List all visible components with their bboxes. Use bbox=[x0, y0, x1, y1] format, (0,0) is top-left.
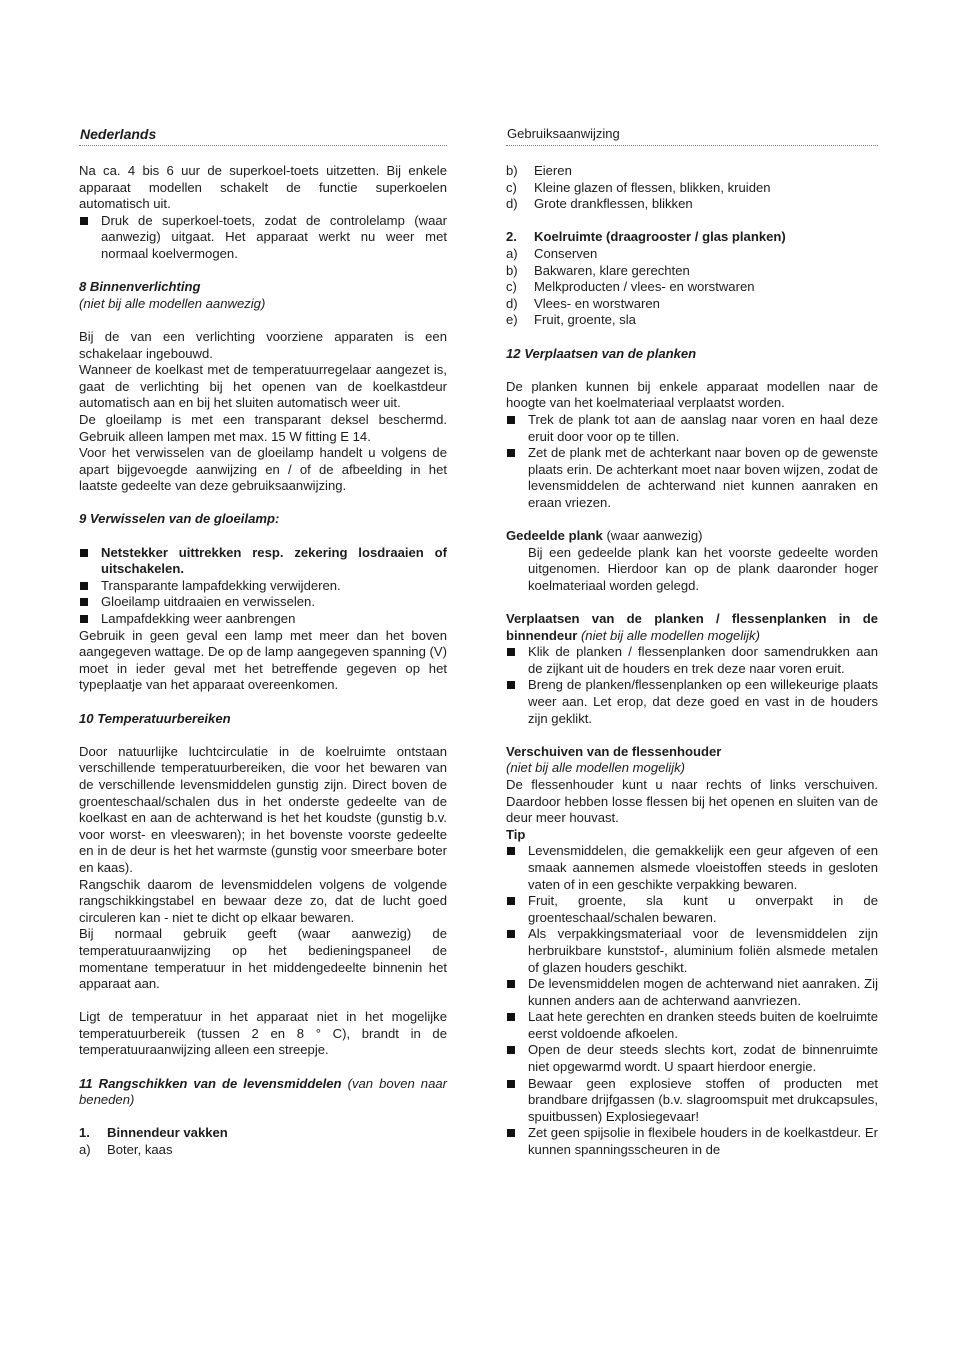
paragraph: Gebruik in geen geval een lamp met meer dan het boven aangegeven wattage. De op de lamp aangegeven spanning (V) moet in ieder geval met het betreffende gegeven op het typeplaatje van het apparaat overeenkomen. bbox=[79, 627, 447, 693]
bullet-text: Netstekker uittrekken resp. zekering losdraaien of uitschakelen. bbox=[101, 544, 447, 577]
bullet-item bbox=[506, 893, 878, 926]
list-item bbox=[506, 180, 878, 197]
list-item bbox=[506, 196, 878, 213]
list-item-text: Kleine glazen of flessen, blikken, kruiden bbox=[534, 179, 771, 195]
bullet-text: Zet geen spijsolie in flexibele houders in de koelkastdeur. Er kunnen spanningsscheuren in de bbox=[528, 1125, 878, 1158]
list-item-text: Conserven bbox=[534, 245, 598, 261]
bold-heading-text: Gedeelde plank bbox=[506, 528, 603, 544]
availability-note: (niet bij alle modellen aanwezig) bbox=[79, 295, 266, 311]
square-bullet-icon bbox=[507, 681, 515, 689]
paragraph: Bij normaal gebruik geeft (waar aanwezig) de temperatuuraanwijzing op het bedieningspaneel de momentane temperatuur in het middengedeelte binnenin het apparaat aan. bbox=[79, 926, 447, 992]
list-item-text: Melkproducten / vlees- en worstwaren bbox=[534, 279, 755, 295]
section-heading-text: 8 Binnenverlichting bbox=[79, 279, 201, 295]
list-item-label: 2. bbox=[506, 229, 517, 245]
spacer bbox=[506, 362, 878, 379]
list-item bbox=[506, 163, 878, 180]
bullet-text: Breng de planken/flessenplanken op een willekeurige plaats weer aan. Let erop, dat deze goed en vast in de houders zijn geklikt. bbox=[528, 677, 878, 726]
spacer bbox=[506, 727, 878, 744]
spacer bbox=[79, 993, 447, 1010]
right-column-content bbox=[506, 163, 878, 1159]
square-bullet-icon bbox=[507, 648, 515, 656]
square-bullet-icon bbox=[507, 416, 515, 424]
left-column bbox=[79, 124, 447, 1159]
paragraph: Door natuurlijke luchtcirculatie in de koelruimte ontstaan verschillende temperatuurbereiken, die voor het bewaren van de verschillende levensmiddelen gunstig zijn. Direct boven de groenteschaal/schalen dus in het onderste gedeelte van de koelkast en aan de achterwand is het het koudste (gunstig b.v. voor worst- en vleeswaren); in het bovenste voorste gedeelte en in de deur is het het warmste (gunstig voor smeerbare boter en kaas). bbox=[79, 743, 447, 875]
square-bullet-icon bbox=[507, 1013, 515, 1021]
right-column bbox=[506, 124, 878, 1159]
language-label: Nederlands bbox=[80, 126, 157, 143]
square-bullet-icon bbox=[507, 1080, 515, 1088]
bullet-text: Gloeilamp uitdraaien en verwisselen. bbox=[101, 594, 315, 610]
bullet-text: De levensmiddelen mogen de achterwand niet aanraken. Zij kunnen anders aan de achterwand aanvriezen. bbox=[528, 976, 878, 1008]
document-title: Gebruiksaanwijzing bbox=[507, 126, 620, 142]
square-bullet-icon bbox=[507, 1129, 515, 1137]
bold-heading bbox=[506, 744, 878, 761]
bold-heading-text: Verschuiven van de flessenhouder bbox=[506, 743, 722, 759]
square-bullet-icon bbox=[507, 1046, 515, 1054]
bullet-item bbox=[79, 545, 447, 578]
list-item bbox=[506, 279, 878, 296]
section-heading bbox=[79, 511, 447, 528]
spacer bbox=[79, 727, 447, 744]
list-item-text: Eieren bbox=[534, 163, 572, 178]
list-item-text: Koelruimte (draagrooster / glas planken) bbox=[534, 229, 786, 245]
list-item-label: d) bbox=[506, 196, 518, 212]
paragraph: De planken kunnen bij enkele apparaat modellen naar de hoogte van het koelmateriaal verplaatst worden. bbox=[506, 378, 878, 411]
spacer bbox=[79, 528, 447, 545]
square-bullet-icon bbox=[80, 598, 88, 606]
bold-heading bbox=[506, 827, 878, 844]
bullet-item bbox=[79, 578, 447, 595]
paragraph: Ligt de temperatuur in het apparaat niet in het mogelijke temperatuurbereik (tussen 2 en 8 ° C), brandt in de temperatuuraanwijzing alleen een streepje. bbox=[79, 1009, 447, 1058]
bullet-text: Laat hete gerechten en dranken steeds buiten de koelruimte eerst voldoende afkoelen. bbox=[528, 1009, 878, 1041]
bold-heading bbox=[506, 611, 878, 644]
bullet-item bbox=[506, 1009, 878, 1042]
bullet-item bbox=[79, 213, 447, 263]
list-item-text: Boter, kaas bbox=[107, 1142, 173, 1158]
list-item-label: c) bbox=[506, 279, 517, 295]
square-bullet-icon bbox=[80, 549, 88, 557]
list-item-text: Binnendeur vakken bbox=[107, 1125, 228, 1141]
bullet-text: Druk de superkoel-toets, zodat de controlelamp (waar aanwezig) uitgaat. Het apparaat werkt nu weer met normaal koelvermogen. bbox=[101, 212, 447, 261]
bold-heading-note: (niet bij alle modellen mogelijk) bbox=[580, 627, 760, 643]
square-bullet-icon bbox=[80, 217, 88, 225]
bullet-text: Bewaar geen explosieve stoffen of producten met brandbare drijfgassen (b.v. slagroomspuit met drukcapsules, spuitbussen) Explosiegevaar! bbox=[528, 1075, 878, 1124]
bullet-text: Levensmiddelen, die gemakkelijk een geur afgeven of een smaak aannemen alsmede vloeistoffen steeds in gesloten vaten of in een geschikte verpakking bewaren. bbox=[528, 843, 878, 892]
bullet-item bbox=[506, 976, 878, 1009]
list-item-label: b) bbox=[506, 163, 518, 178]
right-header bbox=[506, 124, 878, 146]
indented-paragraph: Bij een gedeelde plank kan het voorste gedeelte worden uitgenomen. Hierdoor kan op de plank daaronder hoger koelmateriaal worden gelegd. bbox=[528, 544, 878, 593]
list-item bbox=[506, 229, 878, 246]
square-bullet-icon bbox=[80, 582, 88, 590]
section-heading-note: (van boven naar beneden) bbox=[79, 1075, 447, 1108]
paragraph: Na ca. 4 bis 6 uur de superkoel-toets uitzetten. Bij enkele apparaat modellen schakelt de functie superkoelen automatisch uit. bbox=[79, 163, 447, 212]
bold-heading-text: Verplaatsen van de planken / flessenplanken in de binnendeur bbox=[506, 611, 878, 643]
section-heading bbox=[506, 346, 878, 363]
bullet-text: Lampafdekking weer aanbrengen bbox=[101, 611, 296, 627]
square-bullet-icon bbox=[507, 980, 515, 988]
bullet-item bbox=[506, 926, 878, 976]
bullet-item bbox=[506, 445, 878, 511]
list-item bbox=[506, 312, 878, 329]
bullet-item bbox=[506, 412, 878, 445]
paragraph: De flessenhouder kunt u naar rechts of links verschuiven. Daardoor hebben losse flessen bij het openen en sluiten van de deur meer houvast. bbox=[506, 776, 878, 826]
bullet-item bbox=[79, 611, 447, 628]
square-bullet-icon bbox=[507, 930, 515, 938]
paragraph: Rangschik daarom de levensmiddelen volgens de volgende rangschikkingstabel en bewaar deze zo, dat de lucht goed circuleren kan - niet te dicht op elkaar bewaren. bbox=[79, 876, 447, 925]
list-item-label: e) bbox=[506, 312, 518, 328]
spacer bbox=[79, 263, 447, 280]
list-item-label: a) bbox=[79, 1142, 91, 1158]
bullet-text: Trek de plank tot aan de aanslag naar voren en haal deze eruit door voor op te tillen. bbox=[528, 411, 878, 444]
spacer bbox=[79, 312, 447, 329]
square-bullet-icon bbox=[507, 847, 515, 855]
bullet-item bbox=[506, 843, 878, 893]
list-item bbox=[79, 1125, 447, 1142]
list-item-text: Fruit, groente, sla bbox=[534, 312, 636, 328]
spacer bbox=[79, 1109, 447, 1126]
list-item bbox=[506, 246, 878, 263]
spacer bbox=[79, 1059, 447, 1076]
square-bullet-icon bbox=[80, 615, 88, 623]
spacer bbox=[79, 694, 447, 711]
list-item bbox=[506, 263, 878, 280]
section-heading bbox=[79, 279, 447, 296]
section-heading-text: 11 Rangschikken van de levensmiddelen bbox=[79, 1075, 342, 1091]
bold-heading-note: (waar aanwezig) bbox=[606, 528, 703, 544]
bullet-text: Open de deur steeds slechts kort, zodat de binnenruimte niet opgewarmd wordt. U spaart hierdoor energie. bbox=[528, 1042, 878, 1075]
list-item-label: b) bbox=[506, 262, 518, 278]
paragraph: Voor het verwisselen van de gloeilamp handelt u volgens de apart bijgevoegde aanwijzing en / of de afbeelding in het laatste gedeelte van deze gebruiksaanwijzing. bbox=[79, 445, 447, 494]
section-heading bbox=[79, 711, 447, 728]
spacer bbox=[506, 329, 878, 346]
list-item-label: d) bbox=[506, 295, 518, 311]
left-header bbox=[79, 124, 447, 146]
square-bullet-icon bbox=[507, 897, 515, 905]
list-item-label: 1. bbox=[79, 1125, 90, 1141]
square-bullet-icon bbox=[507, 449, 515, 457]
section-heading-text: 9 Verwisselen van de gloeilamp: bbox=[79, 511, 280, 527]
spacer bbox=[506, 213, 878, 230]
list-item-text: Grote drankflessen, blikken bbox=[534, 196, 693, 212]
list-item-text: Bakwaren, klare gerechten bbox=[534, 262, 690, 278]
bullet-text: Zet de plank met de achterkant naar boven op de gewenste plaats erin. De achterkant moet naar boven wijzen, zodat de levensmiddelen de achterwand niet kunnen aanraken en eraan vriezen. bbox=[528, 445, 878, 510]
bullet-item bbox=[506, 1125, 878, 1158]
bullet-text: Als verpakkingsmateriaal voor de levensmiddelen zijn herbruikbare kunststof-, aluminium foliën alsmede metalen of glazen houders geschikt. bbox=[528, 926, 878, 975]
bullet-text: Klik de planken / flessenplanken door samendrukken aan de zijkant uit de houders en trek deze naar voren eruit. bbox=[528, 644, 878, 676]
bullet-text: Fruit, groente, sla kunt u onverpakt in de groenteschaal/schalen bewaren. bbox=[528, 893, 878, 925]
left-column-content bbox=[79, 163, 447, 1159]
bullet-item bbox=[506, 644, 878, 677]
list-item-label: c) bbox=[506, 179, 517, 195]
list-item bbox=[79, 1142, 447, 1159]
paragraph: De gloeilamp is met een transparant deksel beschermd. Gebruik alleen lampen met max. 15 W fitting E 14. bbox=[79, 411, 447, 444]
section-heading-text: 12 Verplaatsen van de planken bbox=[506, 345, 697, 361]
spacer bbox=[506, 594, 878, 611]
bullet-item bbox=[506, 1076, 878, 1126]
spacer bbox=[79, 495, 447, 512]
paragraph: Bij de van een verlichting voorziene apparaten is een schakelaar ingebouwd. bbox=[79, 328, 447, 361]
bold-heading bbox=[506, 528, 878, 545]
bullet-item bbox=[506, 1042, 878, 1075]
bullet-item bbox=[79, 594, 447, 611]
spacer bbox=[506, 511, 878, 528]
list-item-text: Vlees- en worstwaren bbox=[534, 295, 660, 311]
bold-heading-text: Tip bbox=[506, 826, 526, 842]
list-item bbox=[506, 296, 878, 313]
bullet-item bbox=[506, 677, 878, 727]
list-item-label: a) bbox=[506, 245, 518, 261]
bullet-text: Transparante lampafdekking verwijderen. bbox=[101, 577, 341, 593]
availability-note: (niet bij alle modellen mogelijk) bbox=[506, 760, 686, 776]
section-heading bbox=[79, 1076, 447, 1109]
paragraph: Wanneer de koelkast met de temperatuurregelaar aangezet is, gaat de verlichting bij het openen van de koelkastdeur automatisch aan en bij het sluiten automatisch weer uit. bbox=[79, 362, 447, 411]
section-heading-text: 10 Temperatuurbereiken bbox=[79, 710, 231, 726]
